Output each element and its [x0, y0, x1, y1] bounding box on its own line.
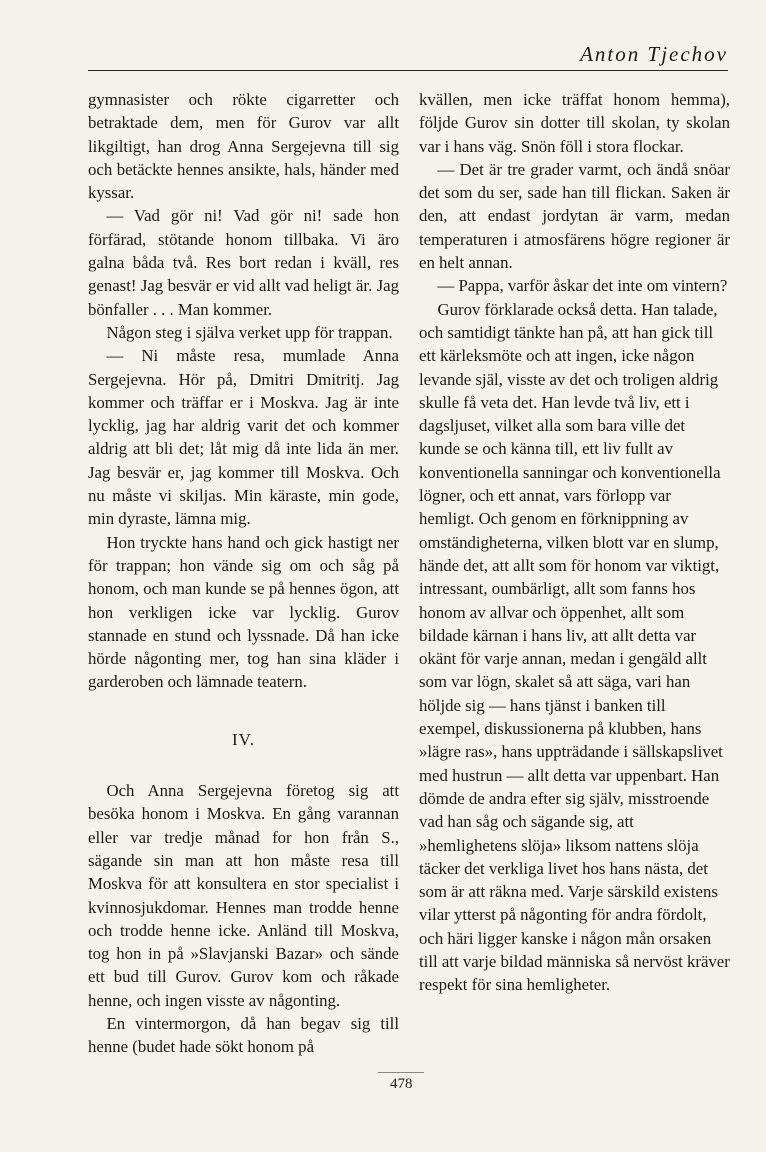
left-column [88, 88, 399, 1059]
page-number: 478 [390, 1076, 413, 1092]
paragraph: kvällen, men icke träffat honom hemma), följde Gurov sin dotter till skolan, ty skolan var i hans väg. Snön föll i stora flockar. [419, 90, 730, 156]
paragraph: — Ni måste resa, mumlade Anna Sergejevna. Hör på, Dmitri Dmitritj. Jag kommer och träffar er i Moskva. Jag är inte lycklig, jag har aldrig varit det och kommer aldrig att bli det; låt mig då inte lida än mer. Jag besvär er, jag kommer till Moskva. Och nu måste vi skiljas. Min käraste, min gode, min dyraste, lämna mig. [88, 346, 399, 529]
paragraph: Någon steg i själva verket upp för trappan. [106, 322, 393, 342]
section-title: IV. [232, 729, 255, 749]
paragraph: — Vad gör ni! Vad gör ni! sade hon förfärad, stötande honom tillbaka. Vi äro galna båda två. Res bort redan i kväll, res genast! Jag besvär er vid allt vad heligt är. Jag bönfaller . . . Man kommer. [88, 206, 399, 319]
paragraph: — Det är tre grader varmt, och ändå snöar det som du ser, sade han till flickan. Saken är den, att endast jordytan är varm, medan temperaturen i atmosfärens högre regioner är en helt annan. [419, 159, 730, 273]
paragraph: — Pappa, varför åskar det inte om vintern? [437, 276, 728, 296]
folio-rule [378, 1072, 424, 1073]
paragraph: En vintermorgon, då han begav sig till henne (budet hade sökt honom på [88, 1013, 399, 1057]
paragraph: gymnasister och rökte cigarretter och betraktade dem, men för Gurov var allt likgiltigt, han drog Anna Sergejevna till sig och betäckte hennes ansikte, hals, händer med kyssar. [88, 90, 399, 203]
paragraph: Och Anna Sergejevna företog sig att besöka honom i Moskva. En gång varannan eller var tredje månad for hon från S., sägande sin man att hon måste resa till Moskva för att konsultera en stor specialist i kvinnosjukdomar. Hennes man trodde henne och trodde henne icke. Anländ till Moskva, tog hon in på »Slavjanski Bazar» och sände ett bud till Gurov. Gurov kom och råkade henne, och ingen visste av någonting. [88, 781, 399, 1010]
running-title: Anton Tjechov [580, 42, 728, 66]
paragraph: Gurov förklarade också detta. Han talade, och samtidigt tänkte han på, att han gick till ett kärleksmöte och att ingen, icke någon levande själ, visste av det och troligen aldrig skulle få veta det. Han levde två liv, ett i dagsljuset, vilket alla som bara ville det kunde se och känna till, ett liv fullt av konventionella sanningar och konventionella lögner, och ett annat, vars förlopp var hemligt. Och genom en förknippning av omständigheterna, vilken blott var en slump, hände det, att allt som för honom var viktigt, intressant, oumbärligt, allt som fanns hos honom av allvar och öppenhet, allt som bildade kärnan i hans liv, att allt detta var okänt för varje annan, medan i gengäld allt som var lögn, skalet så att säga, vari han höljde sig — hans tjänst i banken till exempel, diskussionerna på klubben, hans »lägre ras», hans uppträdande i sällskapslivet med hustrun — allt detta var uppenbart. Han dömde de andra efter sig själv, misstroende vad han såg och sägande sig, att »hemlighetens slöja» liksom nattens slöja täcker det verkliga livet hos hans nästa, det som är att räkna med. Varje särskild existens vilar ytterst på någonting för andra fördolt, och häri ligger kanske i någon mån orsaken till att varje bildad människa så nervöst kräver respekt för sina hemligheter. [419, 299, 730, 995]
header-rule [88, 70, 728, 71]
paragraph: Hon tryckte hans hand och gick hastigt ner för trappan; hon vände sig om och såg på honom, och man kunde se på hennes ögon, att hon verkligen icke var lycklig. Gurov stannade en stund och lyssnade. Då han icke hörde någonting mer, tog han sina kläder i garderoben och lämnade teatern. [88, 532, 399, 692]
right-column [419, 88, 730, 997]
